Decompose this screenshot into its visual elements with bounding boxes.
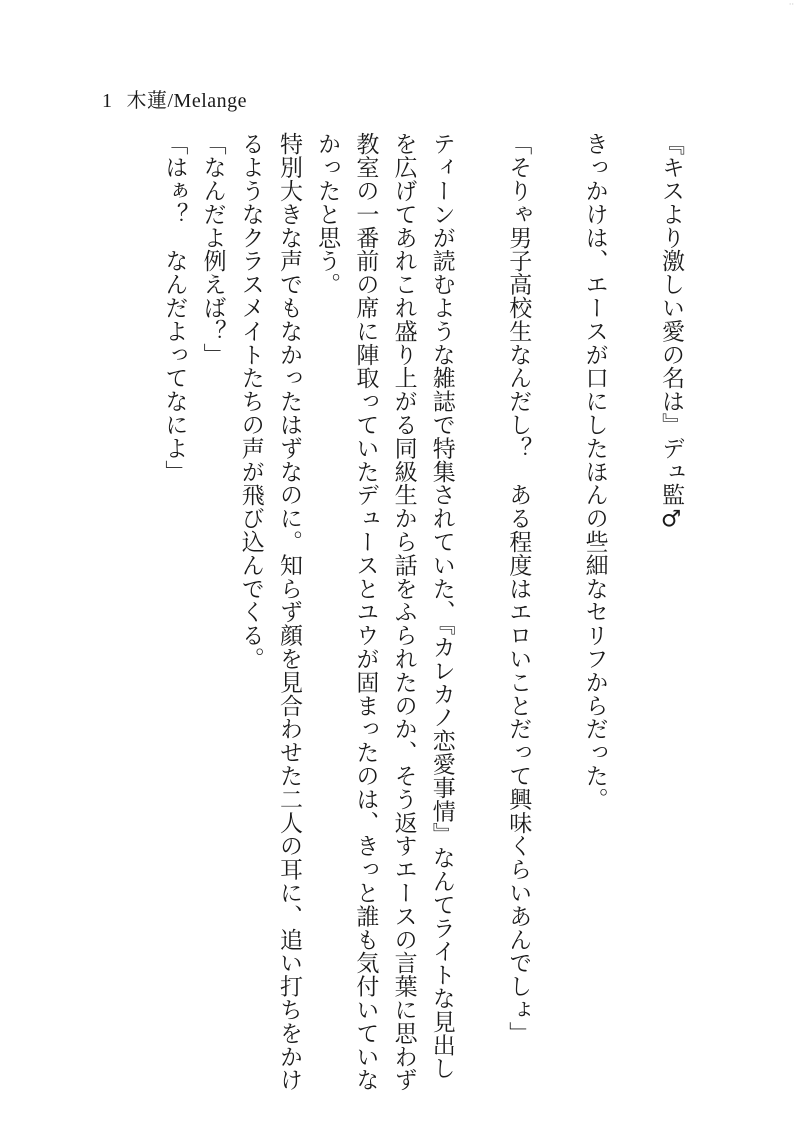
paragraph: 特別大きな声でもなかったはずなのに。知らず顔を見合わせた二人の耳に、追い打ちをかけるようなクラスメイトたちの声が飛び込んでくる。 bbox=[237, 132, 302, 1092]
paragraph: ティーンが読むような雑誌で特集されていた、『カレカノ恋愛事情』なんてライトな見出しを広げてあれこれ盛り上がる同級生から話をふられたのか、そう返すエースの言葉に思わず教室の一番前の席に陣取っていたデュースとユウが固まったのは、きっと誰も気付いていなかったと思う。 bbox=[314, 132, 455, 1092]
blank-line bbox=[537, 132, 575, 1092]
page-corner-mark: ·· bbox=[788, 0, 794, 9]
blank-line bbox=[614, 132, 652, 1092]
page-number: 1 bbox=[102, 90, 113, 112]
page-header bbox=[102, 84, 247, 113]
paragraph: きっかけは、エースが口にしたほんの些細なセリフからだった。 bbox=[581, 132, 608, 811]
story-title: 『キスより激しい愛の名は』デュ監♂ bbox=[658, 132, 684, 533]
dialogue-line: 「なんだよ例えば？」 bbox=[199, 132, 226, 366]
blank-line bbox=[461, 132, 499, 1092]
dialogue-line: 「はぁ？ なんだよってなによ」 bbox=[161, 132, 188, 483]
vertical-body-text bbox=[90, 132, 690, 1092]
dialogue-line: 「そりゃ男子高校生なんだし？ ある程度はエロいことだって興味くらいあんでしょ」 bbox=[505, 132, 532, 1045]
document-title: 木蓮/Melange bbox=[126, 90, 248, 112]
